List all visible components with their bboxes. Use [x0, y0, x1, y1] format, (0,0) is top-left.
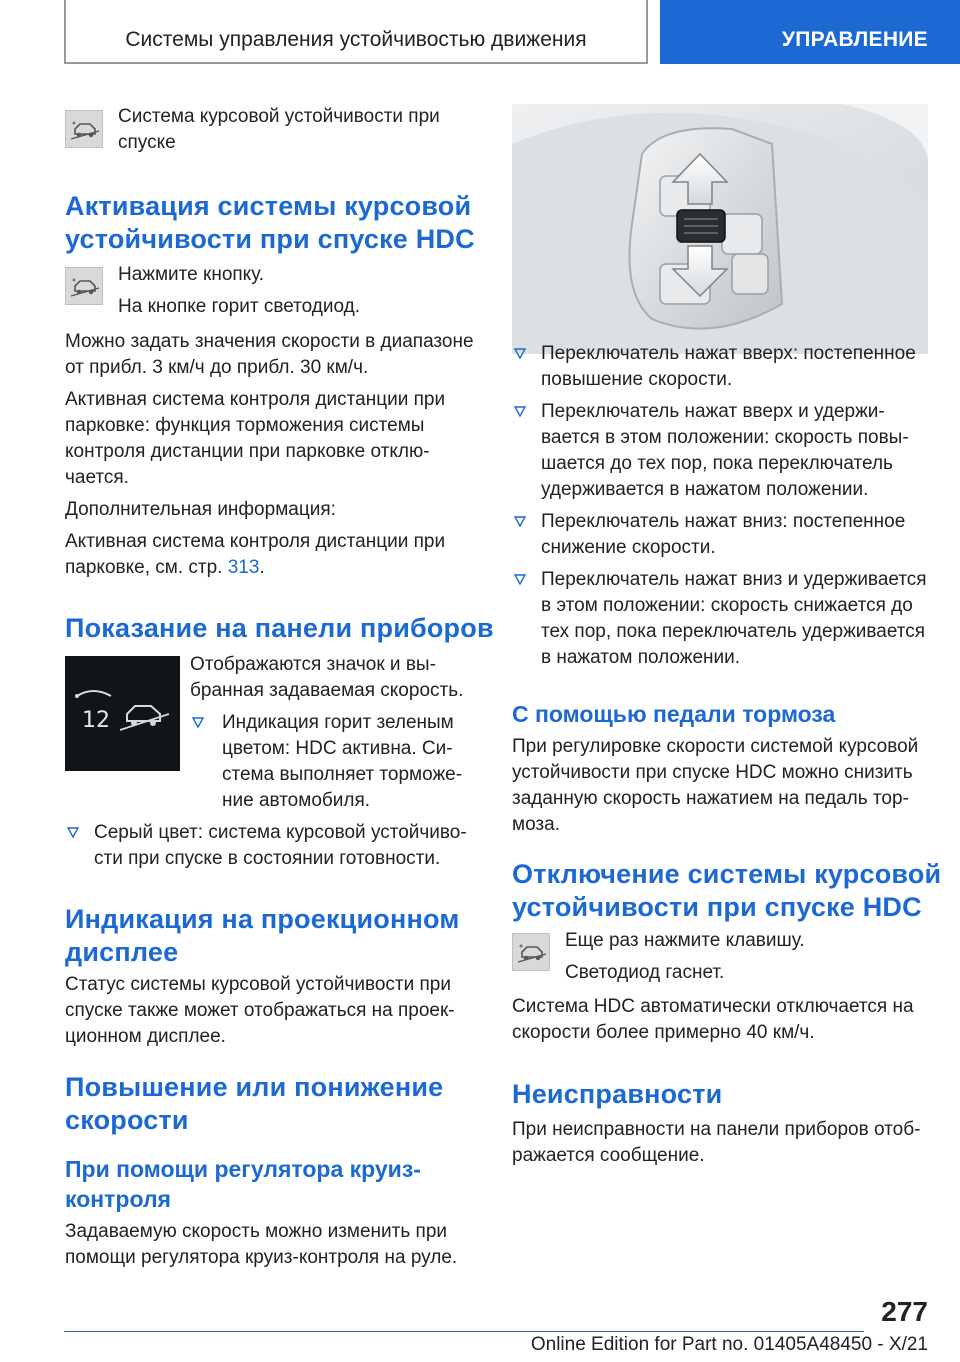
- text-green-4: ние автомобиля.: [222, 790, 371, 811]
- bullet-triangle-icon: [513, 514, 527, 528]
- header-section-tab[interactable]: [660, 0, 960, 64]
- text-b4-4: в нажатом положении.: [541, 647, 741, 668]
- text-speed-range-1: Можно задать значения скорости в диапазоне: [65, 331, 474, 352]
- text-green-3: стема выполняет торможе-: [222, 764, 463, 785]
- text-hud-3: ционном дисплее.: [65, 1026, 226, 1047]
- text-brake-2: устойчивости при спуске HDC можно снизить: [512, 762, 913, 783]
- text-b1-1: Переключатель нажат вверх: постепенное: [541, 343, 916, 364]
- bullet-triangle-icon: [513, 346, 527, 360]
- text-pdc-3: контроля дистанции при парковке отклю-: [65, 441, 430, 462]
- text-b4-1: Переключатель нажат вниз и удерживается: [541, 569, 927, 590]
- heading-speed-line2: скорости: [65, 1105, 189, 1135]
- text-brake-3: заданную скорость нажатием на педаль тор-: [512, 788, 909, 809]
- text-green-1: Индикация горит зеленым: [222, 712, 454, 733]
- text-ref-1: Активная система контроля дистанции при: [65, 531, 446, 552]
- heading-speed-line1: Повышение или понижение: [65, 1072, 444, 1102]
- heading-cruise-line2: контроля: [65, 1186, 171, 1212]
- text-green-2: цветом: HDC активна. Си-: [222, 738, 453, 759]
- text-press-button: Нажмите кнопку.: [118, 264, 265, 285]
- text-led-off: Светодиод гаснет.: [565, 962, 725, 983]
- text-auto-off-2: скорости более примерно 40 км/ч.: [512, 1022, 815, 1043]
- text-b2-2: вается в этом положении: скорость повы-: [541, 427, 909, 448]
- text-cluster-2: бранная задаваемая скорость.: [190, 680, 464, 701]
- heading-off-line1: Отключение системы курсовой: [512, 859, 942, 889]
- text-grey-1: Серый цвет: система курсовой устойчиво-: [94, 822, 467, 843]
- text-more-info: Дополнительная информация:: [65, 499, 336, 520]
- page-number: 277: [881, 1296, 928, 1327]
- text-ref-2: [65, 555, 265, 581]
- bullet-triangle-icon: [513, 572, 527, 586]
- text-brake-1: При регулировке скорости системой курсовой: [512, 736, 919, 757]
- bullet-triangle-icon: [191, 715, 205, 729]
- text-b2-3: шается до тех пор, пока переключатель: [541, 453, 893, 474]
- header-section-label: УПРАВЛЕНИЕ: [781, 28, 928, 51]
- text-fault-1: При неисправности на панели приборов отоб-: [512, 1119, 921, 1140]
- text-b1-2: повышение скорости.: [541, 369, 733, 390]
- text-cruise-2: помощи регулятора круиз-контроля на руле.: [65, 1247, 458, 1268]
- text-b4-2: в этом положении: скорость снижается до: [541, 595, 913, 616]
- text-b2-1: Переключатель нажат вверх и удержи-: [541, 401, 885, 422]
- text-auto-off-1: Система HDC автоматически отключается на: [512, 996, 914, 1017]
- text-hud-2: спуске также может отображаться на проек-: [65, 1000, 455, 1021]
- text-cruise-1: Задаваемую скорость можно изменить при: [65, 1221, 447, 1242]
- text-led-on: На кнопке горит светодиод.: [118, 296, 361, 317]
- icon-caption-line2: спуске: [118, 132, 176, 153]
- cluster-set-speed: 12: [82, 708, 110, 733]
- heading-hud-line2: дисплее: [65, 937, 179, 967]
- heading-cluster: Показание на панели приборов: [65, 613, 494, 643]
- text-hud-1: Статус системы курсовой устойчивости при: [65, 974, 451, 995]
- heading-activation-line1: Активация системы курсовой: [65, 191, 472, 221]
- hdc-button-icon: [65, 267, 103, 305]
- heading-hud-line1: Индикация на проекционном: [65, 904, 460, 934]
- text-brake-4: моза.: [512, 814, 560, 835]
- page-link-313[interactable]: 313: [227, 557, 260, 578]
- header-title: Системы управления устойчивостью движения: [125, 28, 587, 51]
- text-cluster-1: Отображаются значок и вы-: [190, 654, 436, 675]
- text-b2-4: удерживается в нажатом положении.: [541, 479, 869, 500]
- bullet-triangle-icon: [66, 825, 80, 839]
- text-ref-end: .: [259, 557, 265, 578]
- hdc-button-icon: [65, 110, 103, 148]
- text-press-again: Еще раз нажмите клавишу.: [565, 930, 805, 951]
- text-pdc-1: Активная система контроля дистанции при: [65, 389, 446, 410]
- text-b4-3: тех пор, пока переключатель удерживается: [541, 621, 926, 642]
- steering-wheel-photo: [512, 104, 928, 354]
- heading-activation-line2: устойчивости при спуске HDC: [65, 224, 475, 254]
- icon-caption-line1: Система курсовой устойчивости при: [118, 106, 440, 127]
- text-grey-2: сти при спуске в состоянии готовности.: [94, 848, 441, 869]
- heading-off-line2: устойчивости при спуске HDC: [512, 892, 922, 922]
- text-b3-1: Переключатель нажат вниз: постепенное: [541, 511, 906, 532]
- text-speed-range-2: от прибл. 3 км/ч до прибл. 30 км/ч.: [65, 357, 369, 378]
- heading-cruise-line1: При помощи регулятора круиз-: [65, 1156, 421, 1182]
- text-pdc-4: чается.: [65, 467, 129, 488]
- text-pdc-2: парковке: функция торможения системы: [65, 415, 425, 436]
- text-fault-2: ражается сообщение.: [512, 1145, 705, 1166]
- heading-brake: С помощью педали тормоза: [512, 701, 836, 727]
- text-ref-2-body: парковке, см. стр.: [65, 557, 223, 578]
- hdc-button-icon: [512, 933, 550, 971]
- heading-fault: Неисправности: [512, 1079, 723, 1109]
- footer-edition: Online Edition for Part no. 01405A48450 - X/21: [530, 1334, 928, 1355]
- text-b3-2: снижение скорости.: [541, 537, 716, 558]
- footer-divider: [64, 1331, 864, 1332]
- bullet-triangle-icon: [513, 404, 527, 418]
- header-title-box: [64, 0, 648, 64]
- cluster-display-image: [65, 656, 180, 771]
